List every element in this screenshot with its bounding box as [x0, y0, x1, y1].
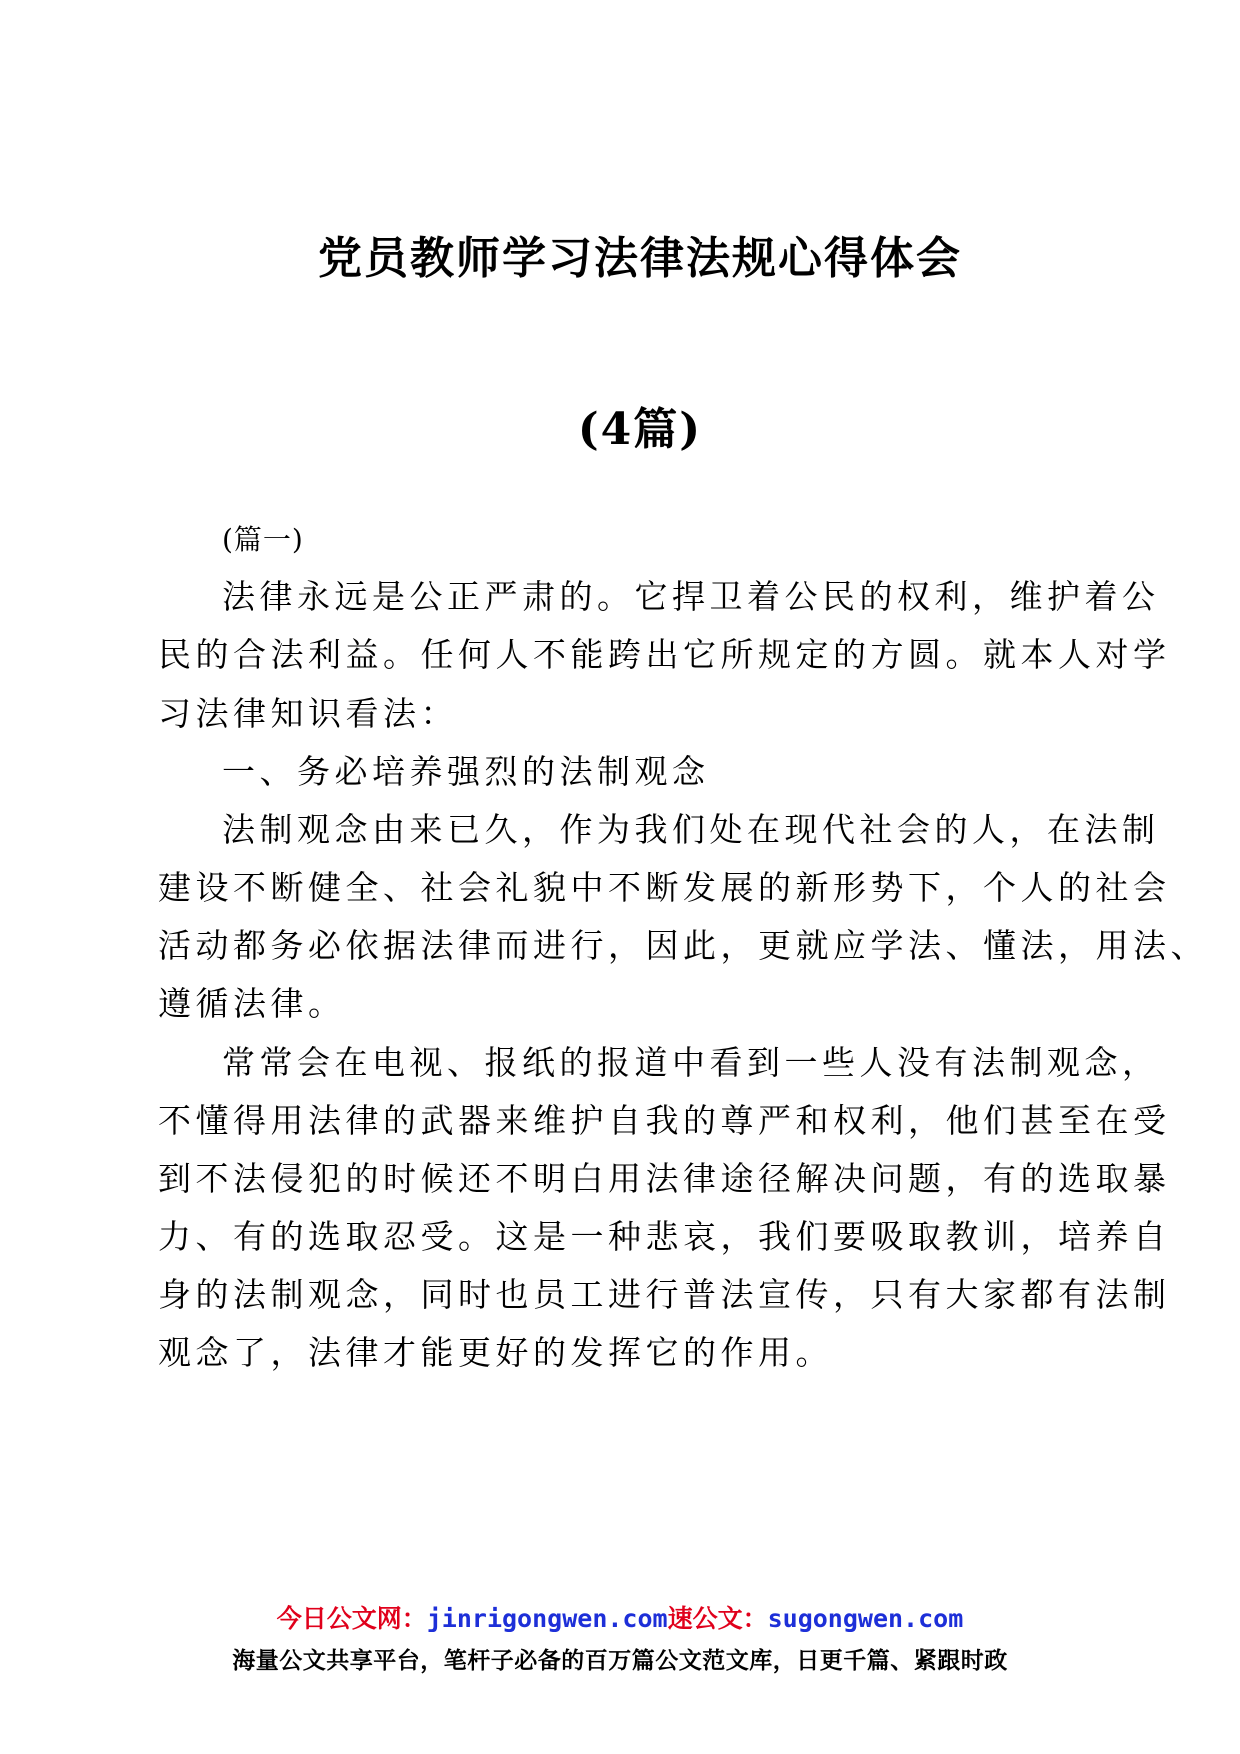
footer-site2-label: 速公文：	[667, 1604, 768, 1633]
footer-site2-link[interactable]: sugongwen.com	[767, 1604, 964, 1633]
paragraph-line: 常常会在电视、报纸的报道中看到一些人没有法制观念，	[222, 1043, 1160, 1082]
paragraph-line: 法制观念由来已久，作为我们处在现代社会的人，在法制	[222, 810, 1160, 849]
paragraph-line: 力、有的选取忍受。这是一种悲哀，我们要吸取教训，培养自	[158, 1217, 1171, 1256]
document-subtitle: (4篇)	[577, 404, 703, 455]
paragraph-line: 不懂得用法律的武器来维护自我的尊严和权利，他们甚至在受	[158, 1101, 1171, 1140]
footer-site1-label: 今日公文网：	[276, 1604, 427, 1633]
section-label: (篇一)	[222, 523, 304, 556]
section-heading: 一、务必培养强烈的法制观念	[222, 752, 710, 791]
paragraph-line: 民的合法利益。任何人不能跨出它所规定的方圆。就本人对学	[158, 635, 1171, 674]
footer-site1-link[interactable]: jinrigongwen.com	[426, 1604, 668, 1633]
paragraph-line: 身的法制观念，同时也员工进行普法宣传，只有大家都有法制	[158, 1275, 1171, 1314]
paragraph-line: 建设不断健全、社会礼貌中不断发展的新形势下，个人的社会	[158, 868, 1171, 907]
paragraph-line: 活动都务必依据法律而进行，因此，更就应学法、懂法，用法、	[158, 926, 1208, 965]
footer-links	[0, 1599, 1240, 1635]
paragraph-line: 观念了，法律才能更好的发挥它的作用。	[158, 1333, 833, 1372]
paragraph-line: 遵循法律。	[158, 984, 346, 1023]
document-title: 党员教师学习法律法规心得体会	[318, 233, 962, 284]
paragraph-line: 习法律知识看法：	[158, 694, 458, 733]
footer-slogan: 海量公文共享平台，笔杆子必备的百万篇公文范文库，日更千篇、紧跟时政	[232, 1648, 1008, 1674]
paragraph-line: 到不法侵犯的时候还不明白用法律途径解决问题，有的选取暴	[158, 1159, 1171, 1198]
paragraph-line: 法律永远是公正严肃的。它捍卫着公民的权利，维护着公	[222, 577, 1160, 616]
